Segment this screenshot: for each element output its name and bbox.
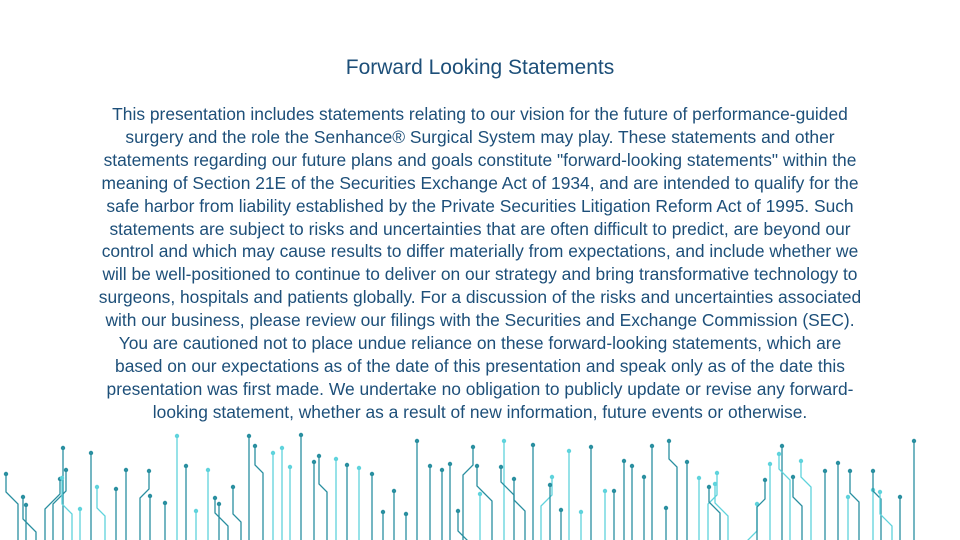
circuit-trace bbox=[288, 465, 292, 540]
body-line: statements regarding our future plans and goals constitute "forward-looking statements" within the bbox=[103, 149, 857, 170]
circuit-trace bbox=[21, 495, 36, 540]
circuit-trace bbox=[612, 489, 616, 540]
circuit-trace bbox=[531, 443, 535, 540]
circuit-trace bbox=[836, 461, 840, 540]
circuit-trace bbox=[95, 485, 105, 540]
circuit-trace bbox=[603, 489, 607, 540]
circuit-trace bbox=[650, 444, 654, 540]
circuit-trace bbox=[78, 507, 82, 540]
circuit-trace bbox=[823, 469, 827, 540]
circuit-trace bbox=[334, 457, 338, 540]
circuit-trace bbox=[502, 439, 506, 540]
body-line: You are cautioned not to place undue reliance on these forward-looking statements, which are bbox=[118, 333, 842, 354]
circuit-trace bbox=[175, 434, 179, 540]
body-line: This presentation includes statements relating to our vision for the future of performance-guided bbox=[112, 104, 848, 124]
circuit-trace bbox=[206, 468, 210, 540]
circuit-trace bbox=[299, 433, 303, 540]
circuit-trace bbox=[280, 446, 284, 540]
circuit-trace bbox=[357, 466, 361, 540]
circuit-trace bbox=[499, 465, 514, 540]
forward-looking-statement-text bbox=[30, 103, 930, 424]
circuit-trace bbox=[253, 444, 263, 540]
circuit-trace bbox=[768, 462, 772, 540]
body-line: surgeons, hospitals and patients globally. For a discussion of the risks and uncertainties associated bbox=[98, 287, 862, 308]
circuit-trace bbox=[463, 445, 475, 540]
circuit-trace bbox=[846, 495, 850, 540]
circuit-trace bbox=[697, 476, 701, 540]
circuit-trace bbox=[194, 509, 198, 540]
circuit-trace bbox=[559, 508, 563, 540]
body-line: presentation was first made. We undertake no obligation to publicly update or revise any forward- bbox=[106, 378, 854, 399]
circuit-trace bbox=[664, 506, 668, 540]
circuit-trace bbox=[163, 501, 167, 540]
circuit-trace bbox=[780, 444, 784, 540]
slide-title: Forward Looking Statements bbox=[345, 56, 615, 79]
circuit-trace bbox=[271, 451, 275, 540]
body-line: with our business, please review our filings with the Securities and Exchange Commission (SEC). bbox=[105, 310, 855, 331]
circuit-trace bbox=[231, 485, 241, 540]
circuit-trace bbox=[392, 489, 396, 540]
circuit-trace bbox=[440, 468, 444, 540]
circuit-trace bbox=[667, 439, 677, 540]
circuit-trace bbox=[247, 434, 251, 540]
circuit-trace bbox=[478, 492, 482, 540]
circuit-trace bbox=[685, 460, 689, 540]
circuit-trace bbox=[579, 510, 583, 540]
circuit-trace bbox=[541, 475, 554, 540]
circuit-trace bbox=[567, 449, 571, 540]
body-line: control and which may cause results to differ materially from expectations, and include whether we bbox=[101, 241, 859, 262]
circuit-trace bbox=[777, 452, 790, 540]
circuit-trace bbox=[124, 468, 128, 540]
circuit-trace bbox=[448, 462, 452, 540]
circuit-trace bbox=[312, 460, 316, 540]
circuit-trace bbox=[757, 478, 767, 540]
circuit-trace bbox=[475, 464, 492, 540]
circuit-trace bbox=[642, 475, 646, 540]
circuit-trace bbox=[415, 439, 419, 540]
circuit-trace bbox=[791, 475, 802, 540]
circuit-trace bbox=[707, 485, 720, 540]
circuit-board-decoration bbox=[0, 425, 960, 540]
circuit-trace bbox=[4, 472, 18, 540]
circuit-trace bbox=[404, 512, 408, 540]
circuit-trace bbox=[148, 494, 152, 540]
circuit-trace bbox=[589, 445, 593, 540]
circuit-trace bbox=[317, 454, 327, 540]
circuit-trace bbox=[622, 459, 626, 540]
body-line: looking statement, whether as a result of new information, future events or otherwise. bbox=[152, 401, 808, 422]
body-line: based on our expectations as of the date of this presentation and speak only as of the date this bbox=[115, 355, 845, 376]
circuit-trace bbox=[878, 490, 892, 540]
circuit-trace bbox=[848, 469, 859, 540]
circuit-trace bbox=[114, 487, 118, 540]
circuit-trace bbox=[381, 510, 385, 540]
body-line: will be well-positioned to continue to deliver on our strategy and bring transformative technology to bbox=[102, 264, 858, 285]
circuit-trace bbox=[630, 464, 634, 540]
body-line: meaning of Section 21E of the Securities Exchange Act of 1934, and are intended to qualify for the bbox=[101, 172, 859, 193]
body-line: safe harbor from liability established by the Private Securities Litigation Reform Act of 1995. Such bbox=[106, 195, 854, 216]
circuit-trace bbox=[428, 464, 432, 540]
circuit-trace bbox=[89, 451, 93, 540]
circuit-trace bbox=[912, 439, 916, 540]
circuit-trace bbox=[184, 464, 188, 540]
circuit-trace bbox=[370, 472, 374, 540]
circuit-trace bbox=[217, 502, 221, 540]
body-line: surgery and the role the Senhance® Surgical System may play. These statements and other bbox=[125, 126, 835, 147]
circuit-trace bbox=[898, 495, 902, 540]
circuit-trace bbox=[799, 459, 811, 540]
circuit-trace bbox=[871, 488, 875, 540]
body-line: statements are subject to risks and uncertainties that are often difficult to predict, are beyond our bbox=[109, 218, 851, 239]
circuit-trace bbox=[345, 463, 349, 540]
